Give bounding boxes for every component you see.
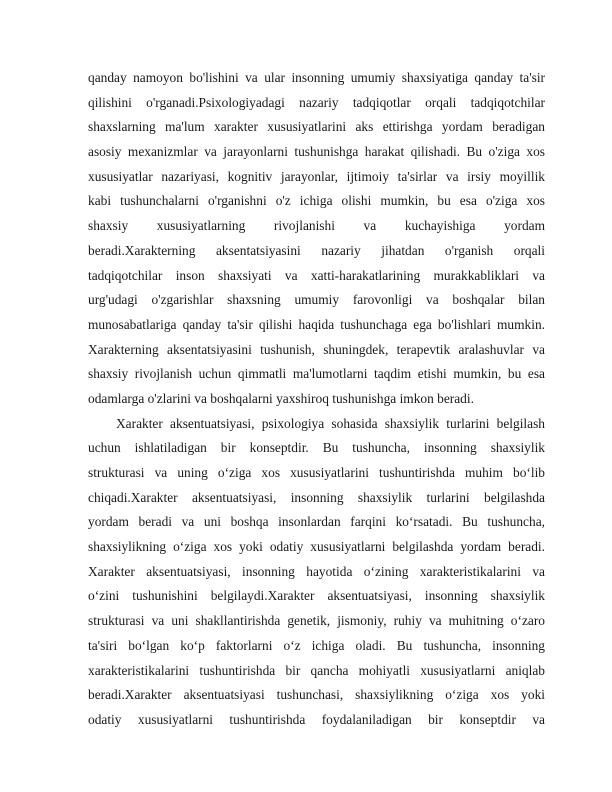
text-line: shaxsiylikning o‘ziga xos yoki odatiy xususiyatlarni belgilashda yordam beradi. (88, 539, 545, 555)
text-line: tadqiqotchilar inson shaxsiyati va xatti-harakatlarining murakkabliklari va (88, 267, 545, 283)
text-line: o‘zini tushunishini belgilaydi.Xarakter aksentuatsiyasi, insonning shaxsiylik (88, 588, 545, 604)
text-line: urg'udagi o'zgarishlar shaxsning umumiy farovonligi va boshqalar bilan (88, 292, 545, 308)
text-line: kabi tushunchalarni o'rganishni o'z ichiga olishi mumkin, bu esa o'ziga xos (88, 193, 545, 209)
text-line: ta'siri bo‘lgan ko‘p faktorlarni o‘z ichiga oladi. Bu tushuncha, insonning (88, 637, 545, 653)
text-line: qilishini o'rganadi.Psixologiyadagi nazariy tadqiqotlar orqali tadqiqotchilar (88, 94, 545, 110)
text-line: strukturasi va uning o‘ziga xos xususiyatlarini tushuntirishda muhim bo‘lib (88, 465, 545, 480)
text-line: shaxslarning ma'lum xarakter xususiyatlarini aks ettirishga yordam beradigan (88, 119, 545, 135)
text-line: chiqadi.Xarakter aksentuatsiyasi, insonning shaxsiylik turlarini belgilashda (88, 489, 545, 505)
text-line: qanday namoyon bo'lishini va ular insonning umumiy shaxsiyatiga qanday ta'sir (88, 70, 545, 85)
text-line: xarakteristikalarini tushuntirishda bir qancha mohiyatli xususiyatlarni aniqlab (88, 662, 545, 678)
document-body (88, 66, 545, 733)
text-line: xususiyatlar nazariyasi, kognitiv jarayonlar, ijtimoiy ta'sirlar va irsiy moyillik (88, 168, 545, 184)
text-line: Xarakter aksentuatsiyasi, insonning hayotida o‘zining xarakteristikalarini va (88, 563, 545, 579)
text-line: shaxsiy xususiyatlarning rivojlanishi va kuchayishiga yordam (88, 218, 545, 234)
text-line: shaxsiy rivojlanish uchun qimmatli ma'lumotlarni taqdim etishi mumkin, bu esa (88, 366, 545, 382)
text-line: beradi.Xarakter aksentuatsiyasi tushunchasi, shaxsiylikning o‘ziga xos yoki (88, 687, 545, 703)
paragraph-2 (88, 412, 545, 733)
text-line: Xarakter aksentuatsiyasi, psixologiya sohasida shaxsiylik turlarini belgilash (116, 415, 545, 431)
text-line: uchun ishlatiladigan bir konseptdir. Bu tushuncha, insonning shaxsiylik (88, 440, 545, 456)
text-line: Xarakterning aksentatsiyasini tushunish, shuningdek, terapevtik aralashuvlar va (88, 341, 545, 357)
text-line: yordam beradi va uni boshqa insonlardan farqini ko‘rsatadi. Bu tushuncha, (88, 514, 545, 530)
text-line: munosabatlariga qanday ta'sir qilishi haqida tushunchaga ega bo'lishlari mumkin. (88, 316, 545, 332)
text-line: beradi.Xarakterning aksentatsiyasini nazariy jihatdan o'rganish orqali (88, 242, 545, 258)
text-line: strukturasi va uni shakllantirishda genetik, jismoniy, ruhiy va muhitning o‘zaro (88, 613, 545, 629)
text-line: asosiy mexanizmlar va jarayonlarni tushunishga harakat qilishadi. Bu o'ziga xos (88, 144, 545, 160)
paragraph-1 (88, 66, 545, 412)
text-line: odatiy xususiyatlarni tushuntirishda foydalaniladigan bir konseptdir va (88, 711, 545, 727)
text-line: odamlarga o'zlarini va boshqalarni yaxshiroq tushunishga imkon beradi. (88, 390, 474, 406)
